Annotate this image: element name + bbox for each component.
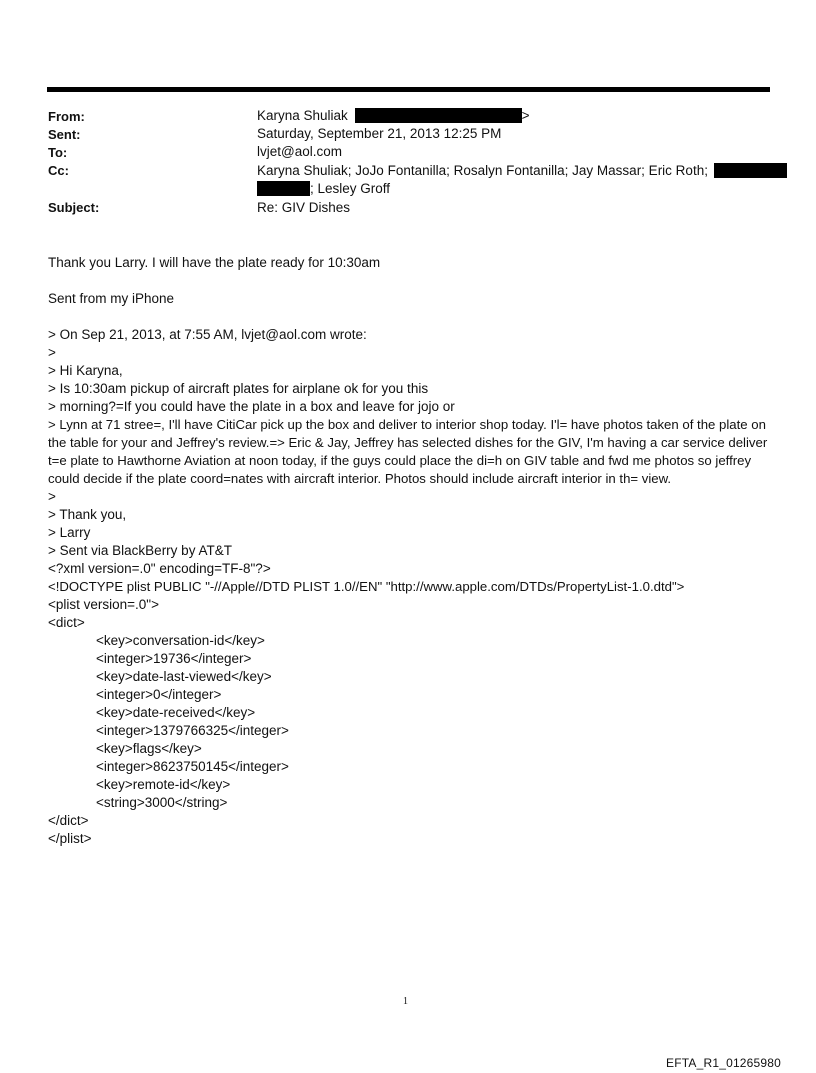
- bates-number: EFTA_R1_01265980: [666, 1056, 782, 1070]
- cc-recipients: Karyna Shuliak; JoJo Fontanilla; Rosalyn Fontanilla; Jay Massar; Eric Roth;: [257, 163, 708, 178]
- xml-line: <integer>1379766325</integer>: [96, 723, 289, 738]
- body-line: Thank you Larry. I will have the plate ready for 10:30am: [48, 255, 381, 270]
- xml-line: <key>date-last-viewed</key>: [96, 669, 272, 684]
- xml-line: </plist>: [48, 831, 92, 846]
- xml-line: <key>flags</key>: [96, 741, 202, 756]
- from-suffix: >: [521, 108, 530, 123]
- redaction-bar: [257, 181, 310, 196]
- sent-value: Saturday, September 21, 2013 12:25 PM: [257, 126, 502, 141]
- cc-value-line1: [257, 163, 787, 178]
- quoted-line: > Sent via BlackBerry by AT&T: [48, 543, 232, 558]
- quoted-paragraph: > Lynn at 71 stree=, I'll have CitiCar pick up the box and deliver to interior shop today. I'l= have photos taken of the plate on the table for your and Jeffrey's review.=> Eric & Jay, Jeffrey has selected dishes for the GIV, I'm having a car service deliver t=e plate to Hawthorne Aviation at noon today, if the guys could place the di=h on GIV table and fwd me photos so jeffrey could decide if the plate coord=nates with aircraft interior. Photos should include aircraft interior in th= view.: [48, 417, 768, 486]
- page-number: 1: [403, 996, 408, 1007]
- xml-line: <plist version=.0">: [48, 597, 159, 612]
- xml-line: <integer>0</integer>: [96, 687, 222, 702]
- xml-line: <string>3000</string>: [96, 795, 228, 810]
- xml-line: </dict>: [48, 813, 89, 828]
- quoted-line: > Thank you,: [48, 507, 127, 522]
- from-name: Karyna Shuliak: [257, 108, 348, 123]
- cc-label: Cc:: [48, 163, 69, 178]
- from-value: [257, 108, 529, 123]
- redaction-bar: [355, 108, 522, 123]
- from-label: From:: [48, 109, 85, 124]
- quoted-line: >: [48, 345, 56, 360]
- xml-line: <integer>8623750145</integer>: [96, 759, 289, 774]
- subject-label: Subject:: [48, 200, 100, 215]
- cc-value-line2: [257, 181, 390, 196]
- subject-value: Re: GIV Dishes: [257, 200, 351, 215]
- header-rule: [47, 87, 770, 92]
- quoted-line: > Hi Karyna,: [48, 363, 123, 378]
- quoted-line: >: [48, 489, 56, 504]
- xml-line: <?xml version=.0" encoding=TF-8"?>: [48, 561, 271, 576]
- xml-line: <key>date-received</key>: [96, 705, 256, 720]
- xml-line: <!DOCTYPE plist PUBLIC "-//Apple//DTD PLIST 1.0//EN" "http://www.apple.com/DTDs/PropertyList-1.0.dtd">: [48, 579, 685, 594]
- to-label: To:: [48, 145, 68, 160]
- quoted-line: > morning?=If you could have the plate in a box and leave for jojo or: [48, 399, 455, 414]
- quoted-line: > Is 10:30am pickup of aircraft plates for airplane ok for you this: [48, 381, 429, 396]
- xml-line: <integer>19736</integer>: [96, 651, 252, 666]
- xml-line: <dict>: [48, 615, 85, 630]
- cc-recipients-cont: ; Lesley Groff: [310, 181, 391, 196]
- quoted-line: > On Sep 21, 2013, at 7:55 AM, lvjet@aol.com wrote:: [48, 327, 367, 342]
- redaction-bar: [714, 163, 787, 178]
- body-line: Sent from my iPhone: [48, 291, 175, 306]
- sent-label: Sent:: [48, 127, 81, 142]
- xml-line: <key>conversation-id</key>: [96, 633, 265, 648]
- message-body: [48, 254, 768, 848]
- xml-line: <key>remote-id</key>: [96, 777, 231, 792]
- to-value: lvjet@aol.com: [257, 144, 342, 159]
- quoted-line: > Larry: [48, 525, 91, 540]
